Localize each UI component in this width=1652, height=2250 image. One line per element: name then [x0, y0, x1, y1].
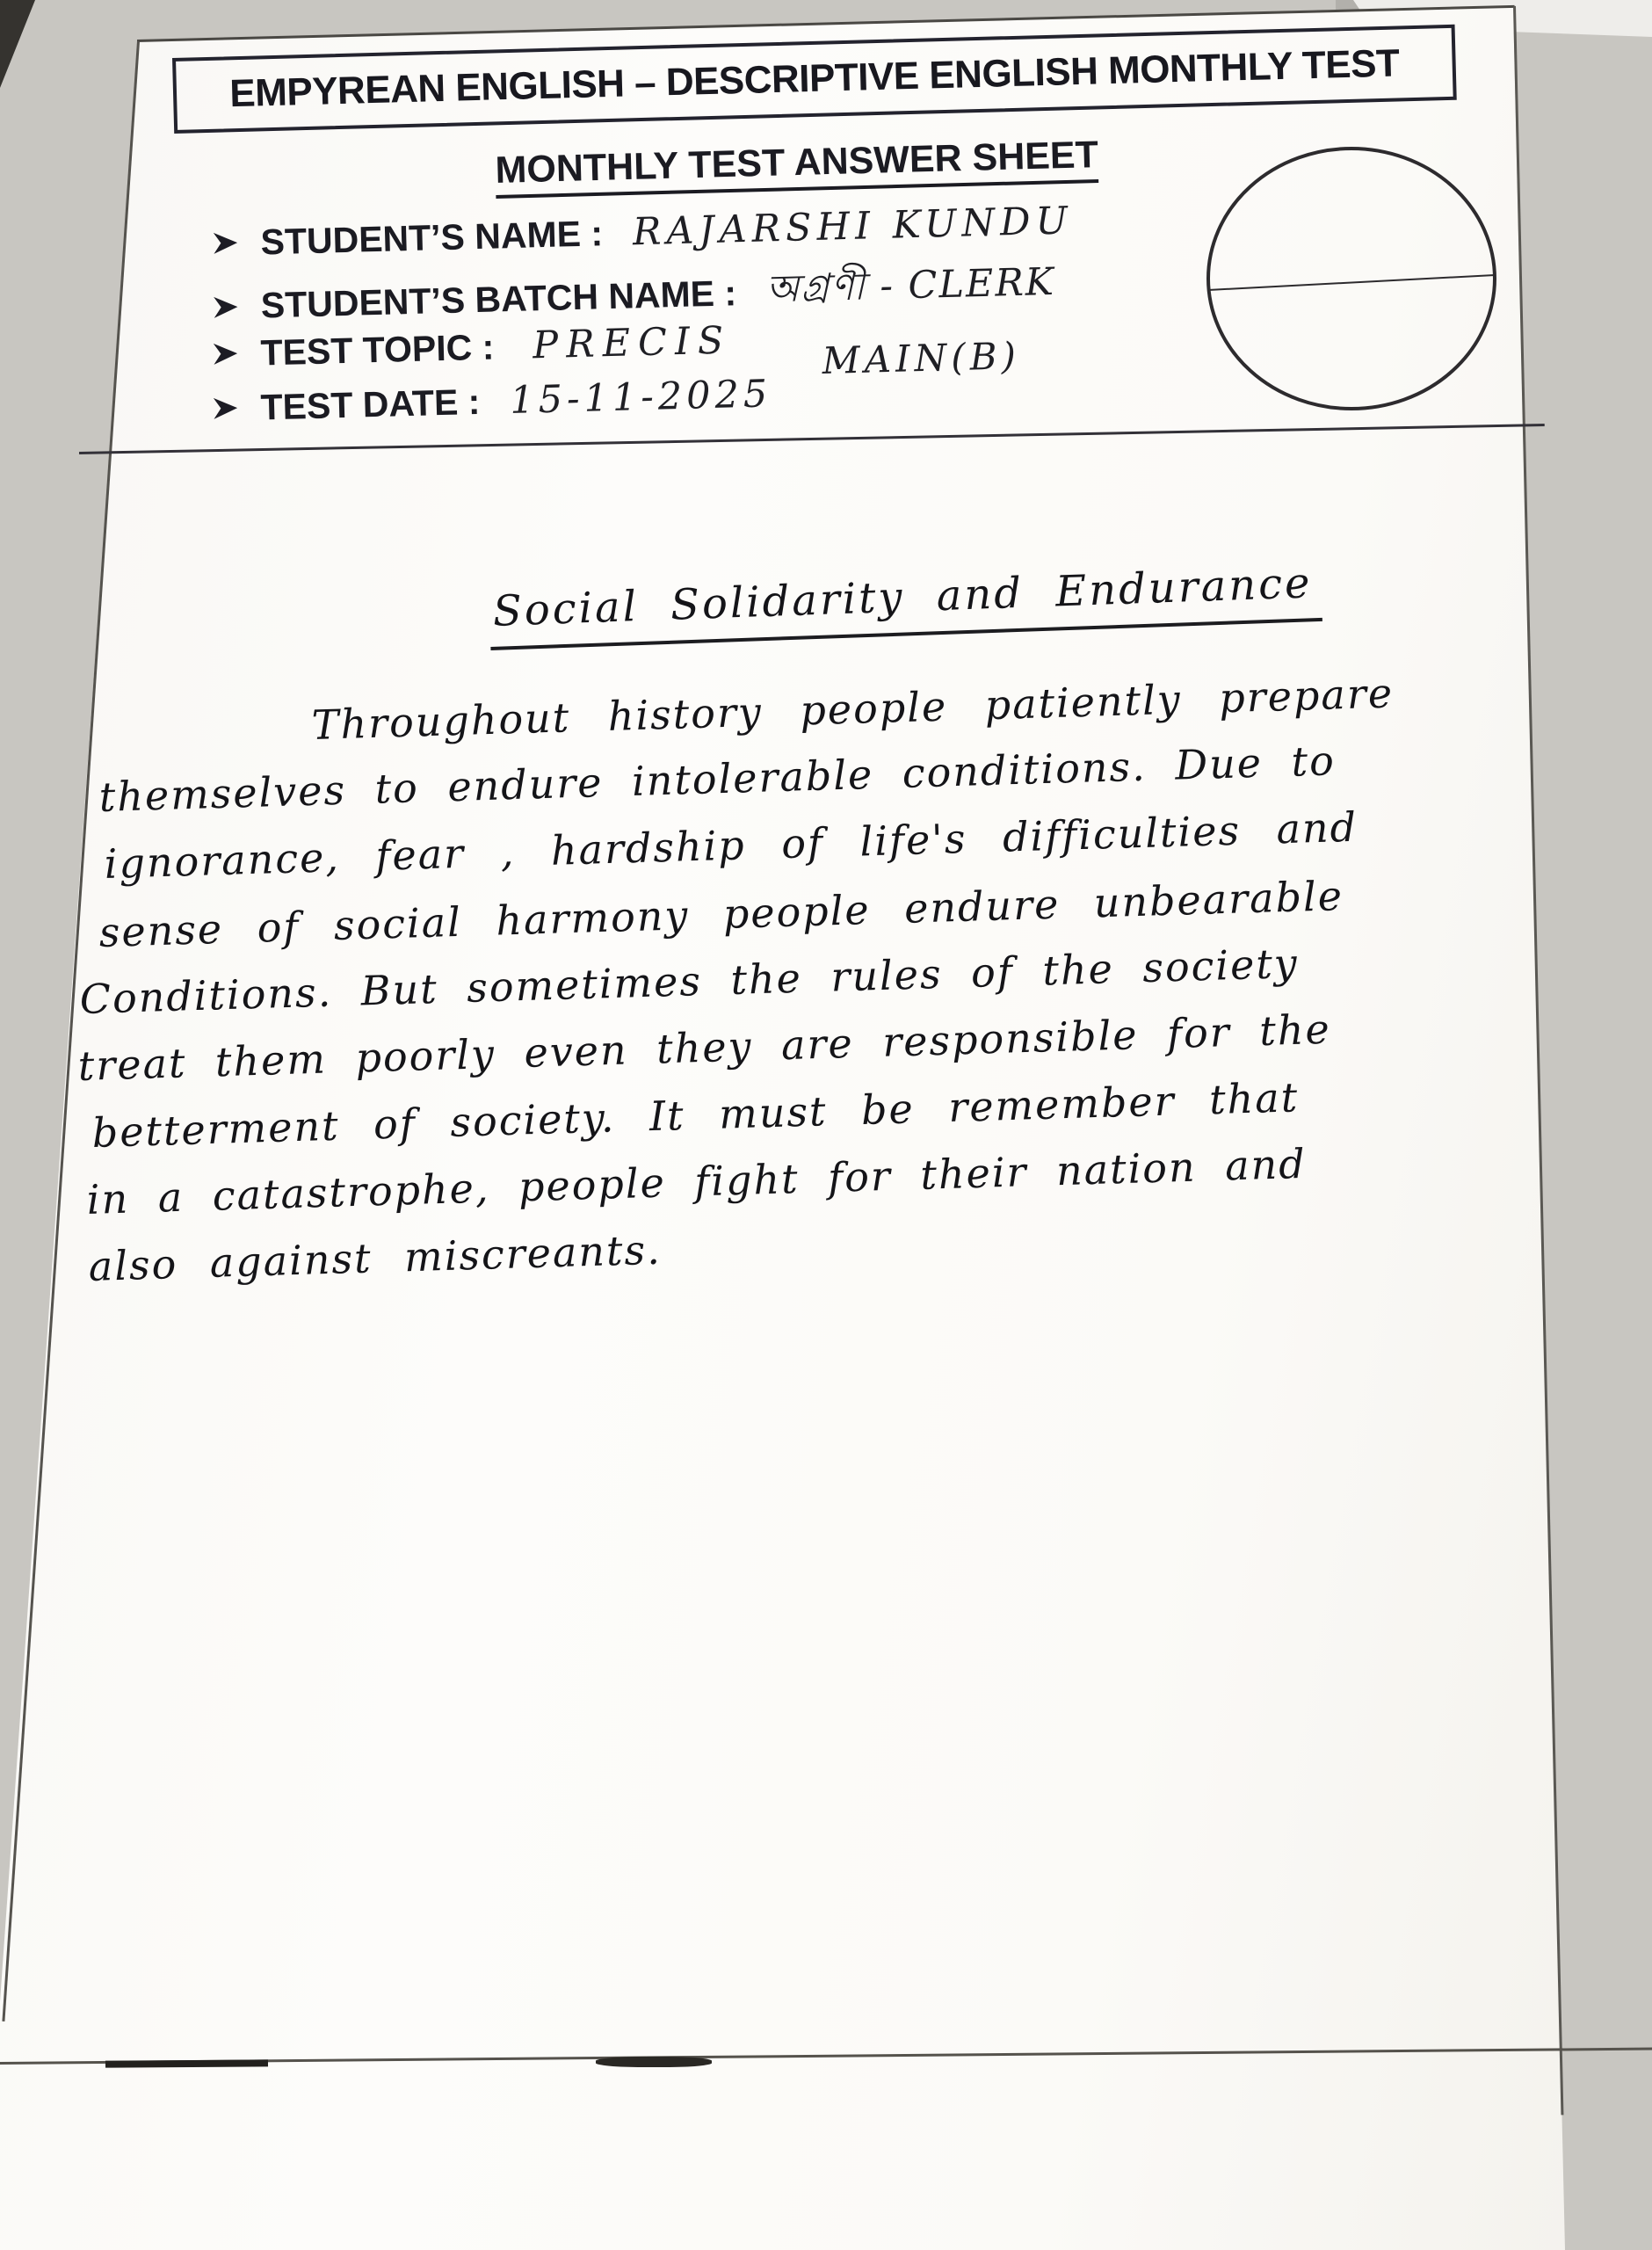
- page-title: EMPYREAN ENGLISH – DESCRIPTIVE ENGLISH MONTHLY TEST: [228, 41, 1400, 116]
- essay-title: Social Solidarity and Endurance: [489, 558, 1322, 650]
- batch-name-value: অগ্রণী - CLERK: [765, 259, 1056, 312]
- student-name-label: STUDENT’S NAME :: [260, 212, 604, 262]
- test-topic-value: PRECIS: [532, 318, 732, 368]
- essay-line: Conditions. But sometimes the rules of the society: [79, 939, 1300, 1023]
- essay-line: treat them poorly even they are responsible for the: [77, 1005, 1332, 1090]
- essay-line: betterment of society. It must be remember that: [91, 1073, 1300, 1157]
- paper-bottom-edge-shadow: [596, 2057, 712, 2067]
- essay-line: ignorance, fear , hardship of life's difficulties and: [104, 802, 1359, 888]
- paper-bottom-edge-shadow: [105, 2059, 268, 2067]
- batch-name-value-line2: MAIN(B): [822, 334, 1021, 382]
- arrow-bullet-icon: [209, 392, 242, 425]
- essay-line: themselves to endure intolerable conditions. Due to: [98, 737, 1337, 821]
- student-name-value: RAJARSHI KUNDU: [632, 199, 1074, 255]
- answer-sheet-subtitle: MONTHLY TEST ANSWER SHEET: [495, 134, 1099, 199]
- arrow-bullet-icon: [209, 291, 242, 323]
- test-topic-label: TEST TOPIC :: [260, 326, 495, 373]
- arrow-bullet-icon: [209, 338, 242, 370]
- batch-name-label: STUDENT’S BATCH NAME :: [260, 272, 737, 326]
- test-date-label: TEST DATE :: [260, 381, 481, 427]
- marks-circle: [1202, 142, 1501, 415]
- test-date-value: 15-11-2025: [509, 372, 772, 424]
- essay-line: sense of social harmony people endure unbearable: [98, 871, 1344, 956]
- arrow-bullet-icon: [209, 227, 242, 259]
- essay-line: Throughout history people patiently prepare: [311, 669, 1395, 749]
- essay-line: also against miscreants.: [88, 1225, 663, 1290]
- essay-line: in a catastrophe, people fight for their nation and: [86, 1139, 1308, 1223]
- photo-corner-shadow: [0, 0, 35, 88]
